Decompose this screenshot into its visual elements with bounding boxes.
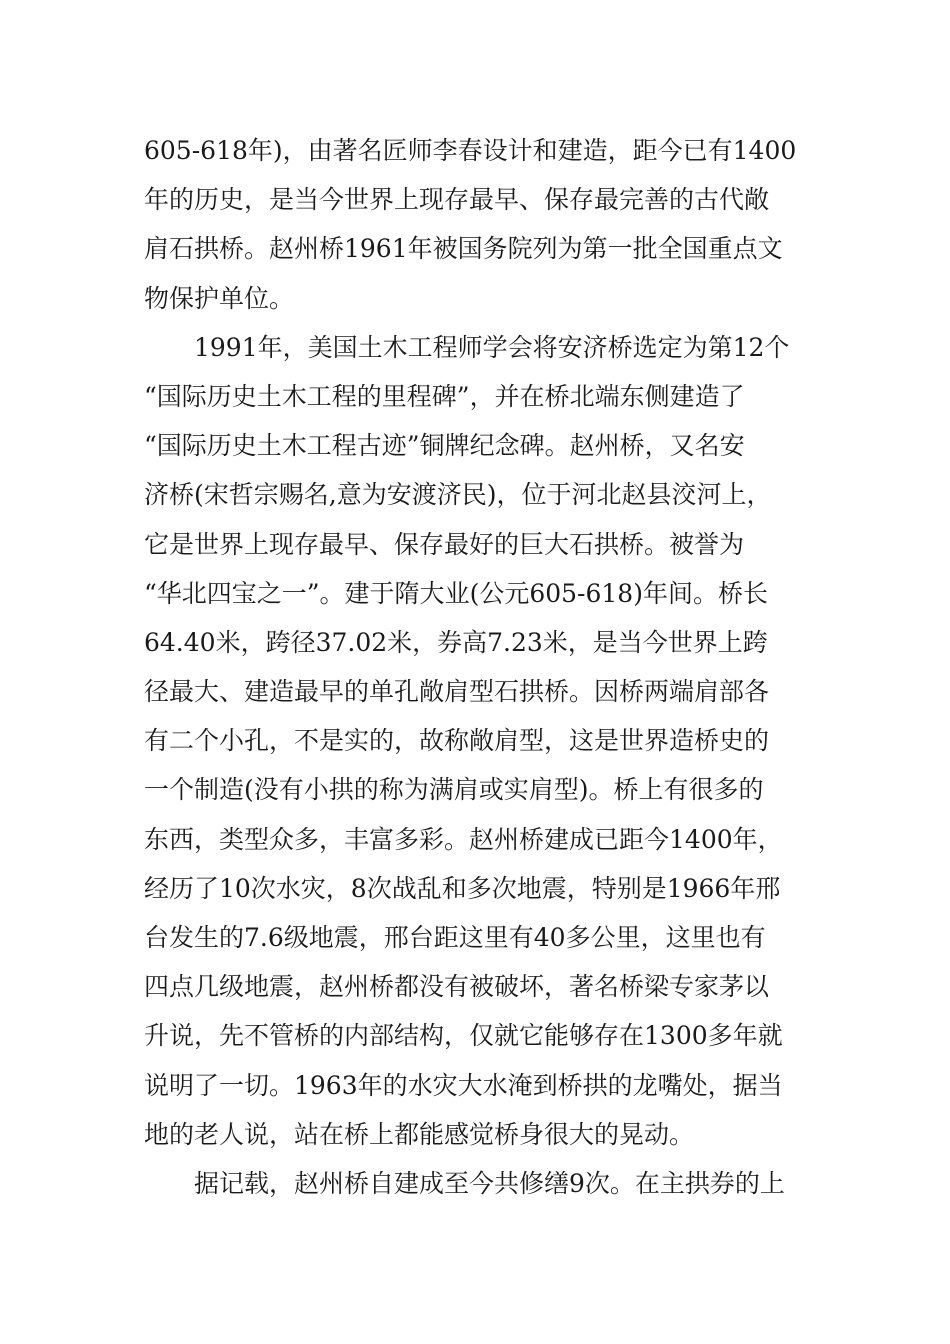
text-line: 东西，类型众多，丰富多彩。赵州桥建成已距今1400年，: [144, 824, 783, 854]
paragraph-first-line: 1991年，美国土木工程师学会将安济桥选定为第12个: [194, 332, 790, 362]
text-line: 说明了一切。1963年的水灾大水淹到桥拱的龙嘴处，据当: [144, 1070, 783, 1100]
text-line: “国际历史土木工程古迹”铜牌纪念碑。赵州桥，又名安: [144, 431, 745, 461]
text-line: “华北四宝之一”。建于隋大业(公元605-618)年间。桥长: [144, 578, 768, 608]
text-line: 605-618年)，由著名匠师李春设计和建造，距今已有1400: [144, 136, 797, 165]
paragraph-first-line: 据记载，赵州桥自建成至今共修缮9次。在主拱券的上: [194, 1168, 785, 1198]
text-line: 它是世界上现存最早、保存最好的巨大石拱桥。被誉为: [144, 529, 745, 559]
text-line: 有二个小孔，不是实的，故称敞肩型，这是世界造桥史的: [144, 726, 770, 756]
text-line: 经历了10次水灾，8次战乱和多次地震，特别是1966年邢: [144, 873, 781, 903]
text-line: 一个制造(没有小拱的称为满肩或实肩型)。桥上有很多的: [144, 775, 764, 805]
text-line: 台发生的7.6级地震，邢台距这里有40多公里，这里也有: [144, 923, 766, 952]
text-line: 肩石拱桥。赵州桥1961年被国务院列为第一批全国重点文: [144, 234, 783, 264]
text-line: 升说，先不管桥的内部结构，仅就它能够存在1300多年就: [144, 1021, 783, 1051]
body-text: [144, 126, 814, 1208]
text-line: 地的老人说，站在桥上都能感觉桥身很大的晃动。: [144, 1119, 695, 1149]
text-line: 径最大、建造最早的单孔敞肩型石拱桥。因桥两端肩部各: [144, 677, 770, 707]
text-line: 济桥(宋哲宗赐名,意为安渡济民)，位于河北赵县洨河上，: [144, 480, 772, 510]
text-line: 物保护单位。: [144, 283, 295, 313]
text-line: 64.40米，跨径37.02米，券高7.23米，是当今世界上跨: [144, 627, 768, 657]
text-line: 年的历史，是当今世界上现存最早、保存最完善的古代敞: [144, 185, 770, 215]
text-line: “国际历史土木工程的里程碑”，并在桥北端东侧建造了: [144, 381, 745, 411]
text-line: 四点几级地震，赵州桥都没有被破坏，著名桥梁专家茅以: [144, 972, 770, 1002]
